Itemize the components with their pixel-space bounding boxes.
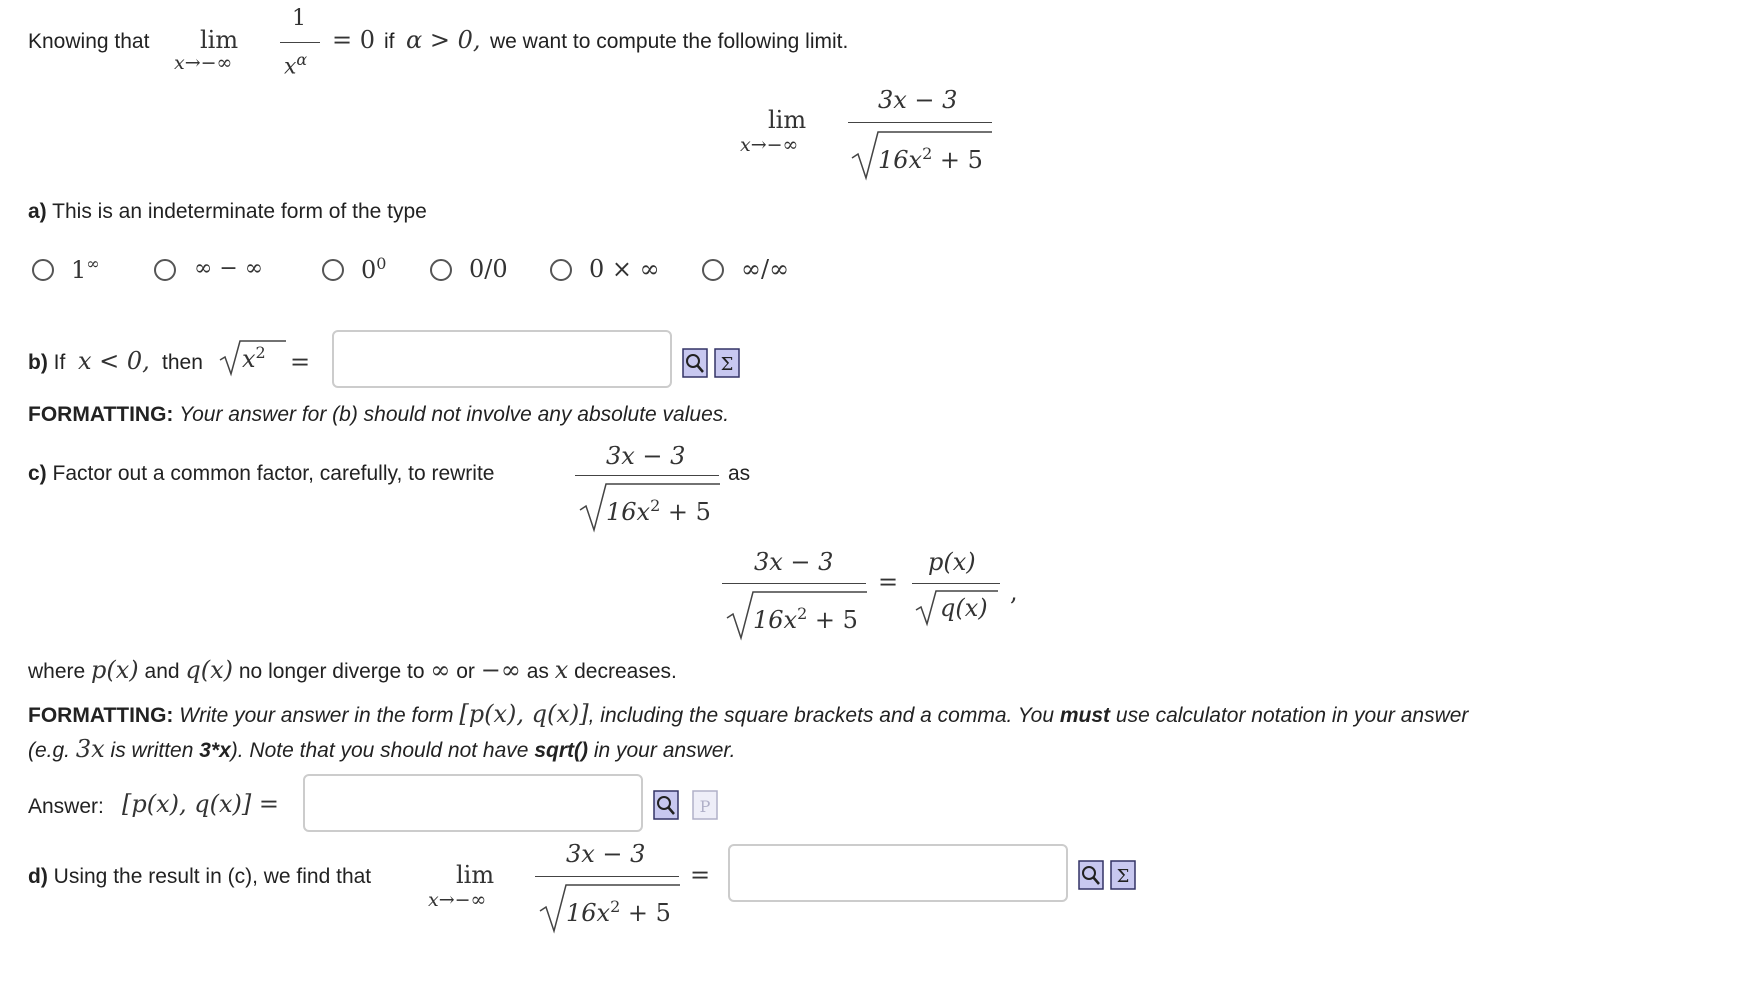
intro-frac-den: $x^\alpha$ xyxy=(284,50,308,80)
part-b-cond: x < 0, xyxy=(78,347,150,375)
part-d-den: $16x^2 + 5$ xyxy=(566,897,671,927)
part-d-heading: d) Using the result in (c), we find that xyxy=(28,865,372,888)
part-c-formatting-line-1: FORMATTING: Write your answer in the form [p(x), q(x)], including the square brackets and a comma. You must use calculator notation in your answer xyxy=(28,700,1469,728)
intro-frac-num: 1 xyxy=(292,6,306,31)
part-c-rhs-bar xyxy=(912,583,1000,584)
part-c-as: as xyxy=(728,462,751,485)
part-c-where-line: where p(x) and q(x) no longer diverge to ∞ or −∞ as x decreases. xyxy=(28,656,677,684)
intro-lim-sub: x→−∞ xyxy=(174,52,233,74)
part-d-num: 3x − 3 xyxy=(566,840,646,868)
formula-icon xyxy=(692,790,718,820)
main-den: $16x^2 + 5$ xyxy=(878,144,983,174)
radio-option-0-pow-0[interactable] xyxy=(322,259,344,281)
svg-text:P: P xyxy=(699,797,711,816)
intro-if: if xyxy=(384,30,395,53)
part-c-inline-bar xyxy=(575,475,719,476)
main-frac-bar xyxy=(848,122,992,123)
equation-editor-icon[interactable] xyxy=(1110,860,1136,890)
part-a-heading: a) This is an indeterminate form of the type xyxy=(28,200,427,223)
part-c-rhs-num: p(x) xyxy=(928,548,976,576)
part-c-answer-input[interactable] xyxy=(303,774,643,832)
part-b-sqrt-content: $x^2$ xyxy=(242,343,266,373)
equation-editor-icon[interactable] xyxy=(714,348,740,378)
radio-option-1-inf[interactable] xyxy=(32,259,54,281)
intro-lim: lim xyxy=(200,26,239,54)
part-b-formatting: FORMATTING: Your answer for (b) should not involve any absolute values. xyxy=(28,403,730,426)
radio-option-inf-minus-inf[interactable] xyxy=(154,259,176,281)
part-c-display-eq: = xyxy=(878,568,899,596)
part-d-frac-bar xyxy=(535,876,679,877)
option-inf-minus-inf-label: ∞ − ∞ xyxy=(194,256,264,281)
main-num: 3x − 3 xyxy=(878,86,958,114)
part-b-then: then xyxy=(162,351,203,374)
option-inf-over-inf-label: ∞/∞ xyxy=(741,255,790,283)
part-d-lim-sub: x→−∞ xyxy=(428,889,487,911)
main-lim: lim xyxy=(768,106,807,134)
part-c-answer-form: [p(x), q(x)] = xyxy=(122,790,279,818)
part-d-eq: = xyxy=(690,861,711,889)
preview-icon[interactable] xyxy=(653,790,679,820)
part-c-rhs-den: q(x) xyxy=(940,594,988,622)
part-c-heading: c) Factor out a common factor, carefully, to rewrite xyxy=(28,462,495,485)
part-b-answer-input[interactable] xyxy=(332,330,672,388)
part-d-lim: lim xyxy=(456,861,495,889)
part-c-display-bar xyxy=(722,583,866,584)
part-c-formatting-line-2: (e.g. 3x is written 3*x). Note that you should not have sqrt() in your answer. xyxy=(28,735,736,763)
part-c-inline-num: 3x − 3 xyxy=(606,442,686,470)
part-c-comma: , xyxy=(1010,578,1018,606)
intro-prefix: Knowing that xyxy=(28,30,150,53)
part-c-display-den: $16x^2 + 5$ xyxy=(753,604,858,634)
intro-eq-zero: = 0 xyxy=(332,26,376,54)
preview-icon[interactable] xyxy=(682,348,708,378)
part-b-eq: = xyxy=(290,348,311,376)
part-c-inline-den: $16x^2 + 5$ xyxy=(606,496,711,526)
part-d-answer-input[interactable] xyxy=(728,844,1068,902)
part-c-answer-label: Answer: xyxy=(28,795,104,818)
option-0-pow-0-label: $0^0$ xyxy=(361,254,387,284)
option-1-inf-label: 1∞ xyxy=(71,254,100,284)
main-lim-sub: x→−∞ xyxy=(740,134,799,156)
option-0-over-0-label: 0/0 xyxy=(469,255,508,283)
radio-option-inf-over-inf[interactable] xyxy=(702,259,724,281)
intro-suffix: we want to compute the following limit. xyxy=(490,30,849,53)
part-c-display-num: 3x − 3 xyxy=(754,548,834,576)
svg-text:Σ: Σ xyxy=(1116,866,1130,887)
option-0-times-inf-label: 0 × ∞ xyxy=(589,255,660,283)
intro-frac-bar xyxy=(280,42,320,43)
preview-icon[interactable] xyxy=(1078,860,1104,890)
svg-text:Σ: Σ xyxy=(720,354,734,375)
intro-cond: α > 0, xyxy=(406,26,481,54)
part-b-label: b) If xyxy=(28,351,66,374)
radio-option-0-times-inf[interactable] xyxy=(550,259,572,281)
radio-option-0-over-0[interactable] xyxy=(430,259,452,281)
